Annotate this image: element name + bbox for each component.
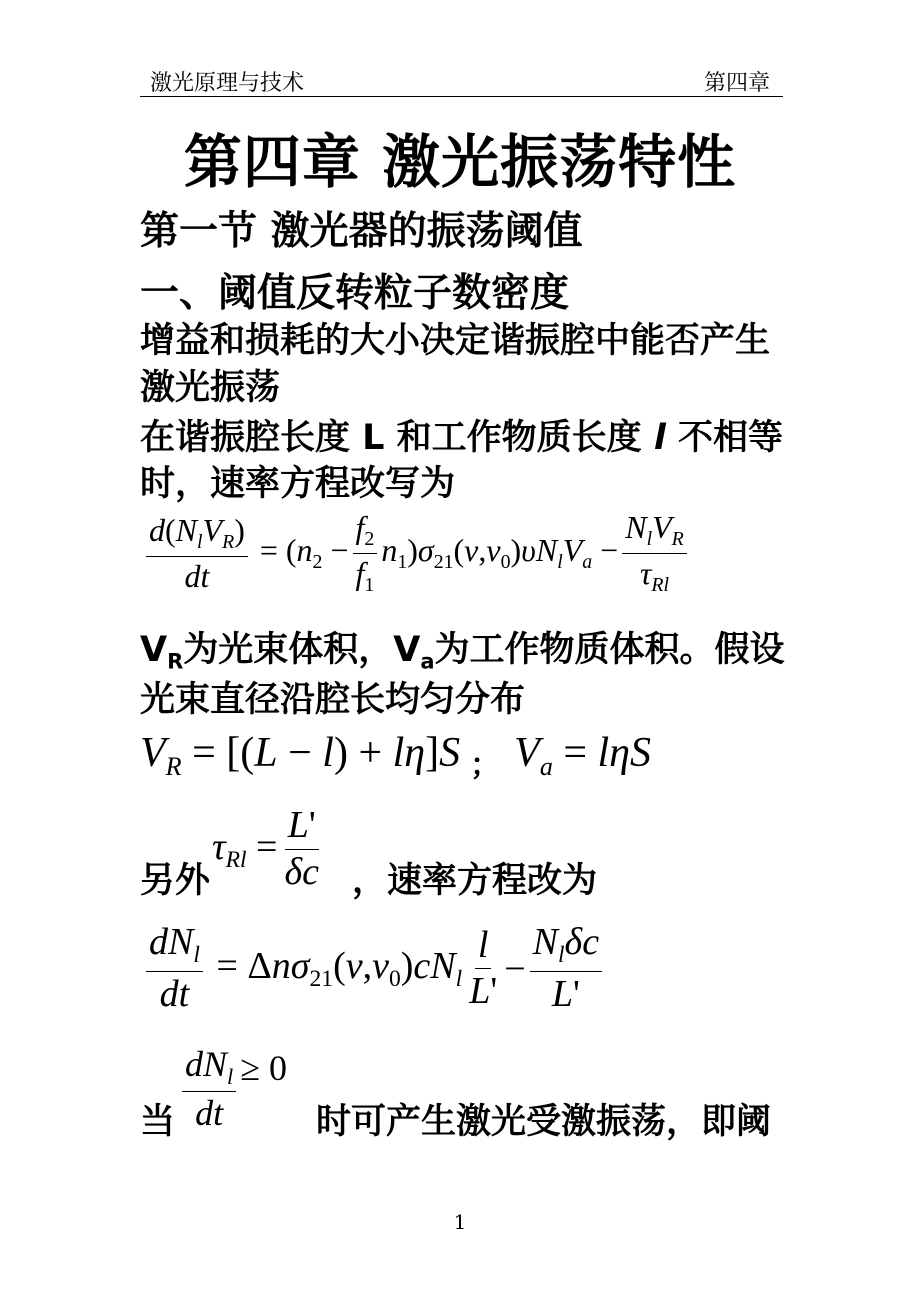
para2-text-before: 在谐振腔长度 L 和工作物质长度: [140, 418, 654, 458]
tau-fraction: $\frac{L'}{\delta c}$: [284, 804, 320, 893]
eq1-lhs-fraction: $\frac{d(N_lV_R)}{dt}$: [146, 513, 248, 594]
chapter-title: 第四章 激光振荡特性: [183, 128, 737, 196]
eq3-loss-fraction: $\frac{N_l\delta c}{L'}$: [530, 922, 602, 1016]
eq1-f-ratio: $\frac{f_2}{f_1}$: [353, 510, 378, 597]
condition-text: 时可产生激光受激振荡，即阈: [316, 1102, 772, 1142]
rate-rewrite-text: ，速率方程改为: [352, 861, 598, 901]
eq3-lhs-fraction: $\frac{dN_l}{dt}$: [146, 922, 203, 1016]
para1-line1: 增益和损耗的大小决定谐振腔中能否产生: [140, 321, 771, 361]
para3-line2: 光束直径沿腔长均匀分布: [140, 680, 526, 720]
va-subscript: a: [420, 649, 435, 674]
equation-rate-2: $\frac{dN_l}{dt}$ = $\Delta n\sigma_{21}(v,v_0)cN_l$ $\frac{l}{L'}$ − $\frac{N_l\delta c}{L'}$: [142, 922, 606, 1016]
para2-var-l: l: [653, 418, 666, 458]
para2-line2: 时，速率方程改写为: [140, 464, 456, 504]
equation-tau: $\tau_{Rl}$ = $\frac{L'}{\delta c}$: [212, 805, 326, 894]
vr-symbol: V: [140, 630, 168, 670]
header-rule: [140, 96, 783, 97]
vr-subscript: R: [167, 649, 184, 674]
va-symbol: V: [393, 630, 421, 670]
para1-line2: 激光振荡: [140, 368, 281, 408]
eq1-loss-fraction: $\frac{N_lV_R}{\tau_{Rl}}$: [622, 510, 687, 597]
another-label: 另外: [140, 861, 211, 901]
para2-text-after: 不相等: [665, 418, 784, 458]
para3-text2: 为工作物质体积。假设: [434, 630, 785, 670]
subsection-heading: 一、阈值反转粒子数密度: [140, 271, 570, 316]
equation-rate-1: $\frac{d(N_lV_R)}{dt}$ = ($n_2$ − $\frac{f_2}{f_1}$ $n_1)\sigma_{21}(v,v_0)\upsilon N_lV_a$ − $\frac{N_lV_R}{\tau_{Rl}}$: [142, 510, 691, 597]
para3-text1: 为光束体积，: [183, 630, 394, 670]
para2-line1: [140, 410, 783, 460]
equation-condition: $\frac{dN_l}{dt}$ ≥ 0: [178, 1045, 287, 1134]
page-number: 1: [453, 1210, 467, 1234]
header-right: 第四章: [703, 71, 770, 96]
section-heading: 第一节 激光器的振荡阈值: [140, 209, 583, 254]
equation-volumes: $V_R = [(L - l) + l\eta]S$ ； $V_a = l\eta S$: [140, 730, 652, 783]
when-label: 当: [140, 1102, 176, 1142]
header-left: 激光原理与技术: [150, 71, 305, 96]
semicolon: ；: [470, 748, 501, 783]
eq3-length-ratio: $\frac{l}{L'}$: [469, 923, 498, 1013]
condition-fraction: $\frac{dN_l}{dt}$: [182, 1045, 236, 1134]
para3-line1: [140, 622, 785, 673]
